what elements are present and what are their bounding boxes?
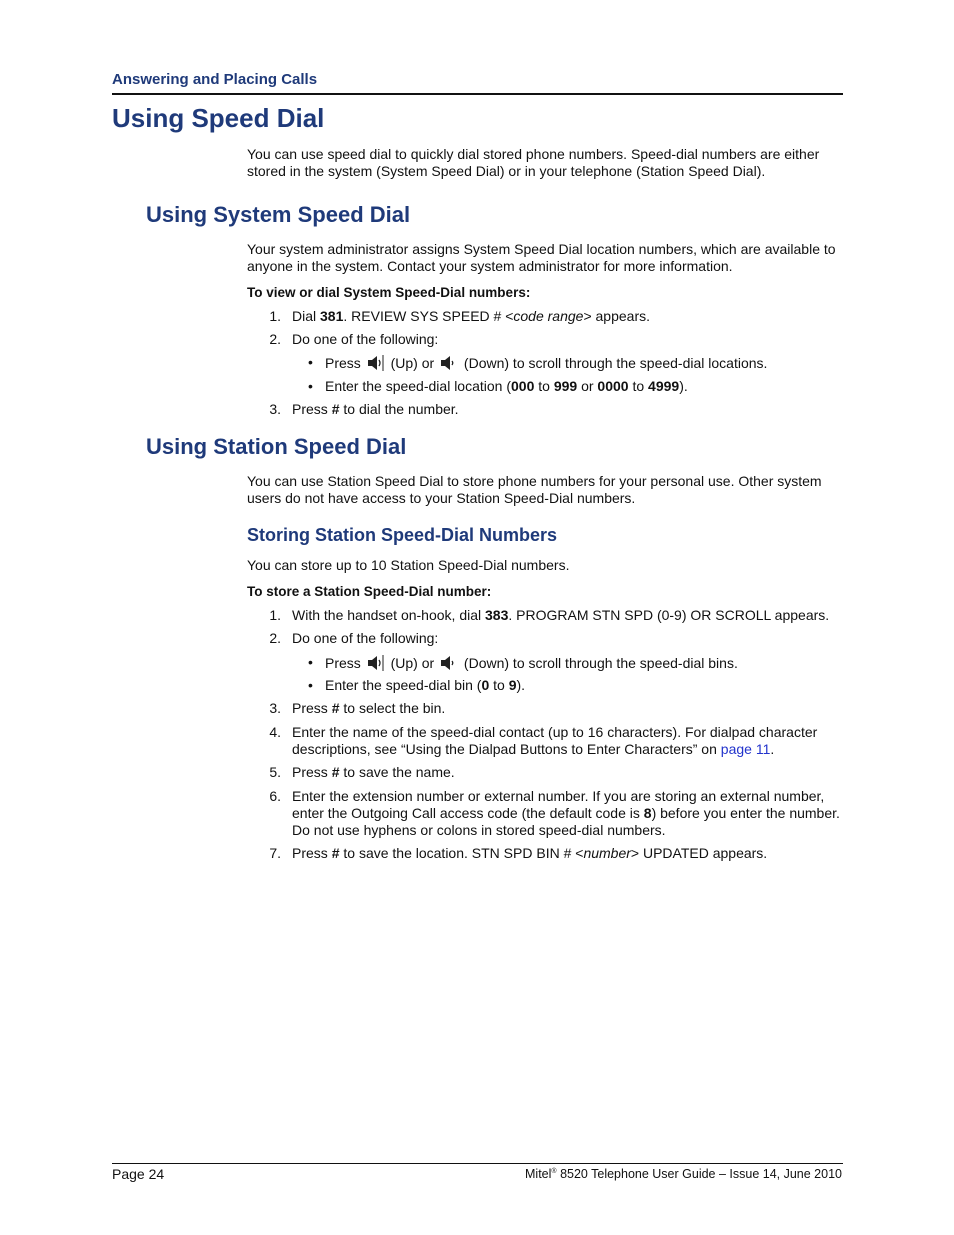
station-paragraph: You can use Station Speed Dial to store phone numbers for your personal use. Other system users do not have access to your Station Speed-Dial numbers. [247, 473, 822, 506]
speaker-up-icon [367, 654, 385, 672]
station-speed-dial-heading: Using Station Speed Dial [146, 434, 407, 459]
speaker-down-icon [440, 654, 458, 672]
footer-rule [112, 1163, 843, 1164]
system-paragraph: Your system administrator assigns System Speed Dial location numbers, which are available to anyone in the system. Contact your system administrator for more information. [247, 241, 836, 274]
page-title: Using Speed Dial [112, 103, 325, 133]
storing-paragraph: You can store up to 10 Station Speed-Dial numbers. [247, 557, 570, 573]
storing-numbers-heading: Storing Station Speed-Dial Numbers [247, 525, 558, 545]
station-procedure-title: To store a Station Speed-Dial number: [247, 584, 492, 599]
running-header: Answering and Placing Calls [112, 71, 318, 88]
page-number: Page 24 [112, 1166, 165, 1182]
speaker-down-icon [440, 354, 458, 372]
header-rule [112, 93, 843, 95]
speaker-up-icon [367, 354, 385, 372]
intro-paragraph: You can use speed dial to quickly dial stored phone numbers. Speed-dial numbers are either stored in the system (System Speed Dial) or in your telephone (Station Speed Dial). [247, 146, 820, 179]
system-procedure-title: To view or dial System Speed-Dial numbers: [247, 285, 531, 300]
footer-document-title: Mitel® 8520 Telephone User Guide – Issue 14, June 2010 [525, 1167, 842, 1181]
page-11-link[interactable]: page 11 [720, 741, 771, 757]
system-speed-dial-heading: Using System Speed Dial [146, 202, 411, 227]
